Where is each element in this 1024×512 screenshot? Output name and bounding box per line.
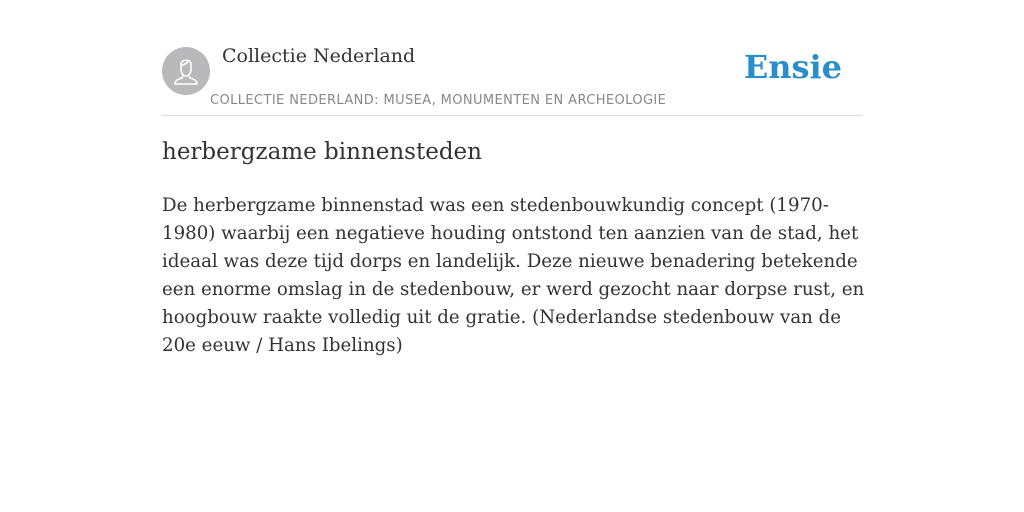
user-silhouette-icon: [162, 47, 210, 95]
entry-term-title: herbergzame binnensteden: [162, 139, 482, 165]
author-subtitle: COLLECTIE NEDERLAND: MUSEA, MONUMENTEN EN ARCHEOLOGIE: [210, 93, 667, 108]
author-name-link[interactable]: Collectie Nederland: [222, 45, 416, 67]
brand-logo-link[interactable]: Ensie: [743, 48, 842, 86]
avatar[interactable]: [162, 47, 210, 95]
entry-header: [162, 44, 862, 116]
entry-definition: De herbergzame binnenstad was een stedenbouwkundig concept (1970-1980) waarbij een negatieve houding ontstond ten aanzien van de stad, het ideaal was deze tijd dorps en landelijk. Deze nieuwe benadering betekende een enorme omslag in de stedenbouw, er werd gezocht naar dorpse rust, en hoogbouw raakte volledig uit de gratie. (Nederlandse stedenbouw van de 20e eeuw / Hans Ibelings): [162, 195, 865, 356]
